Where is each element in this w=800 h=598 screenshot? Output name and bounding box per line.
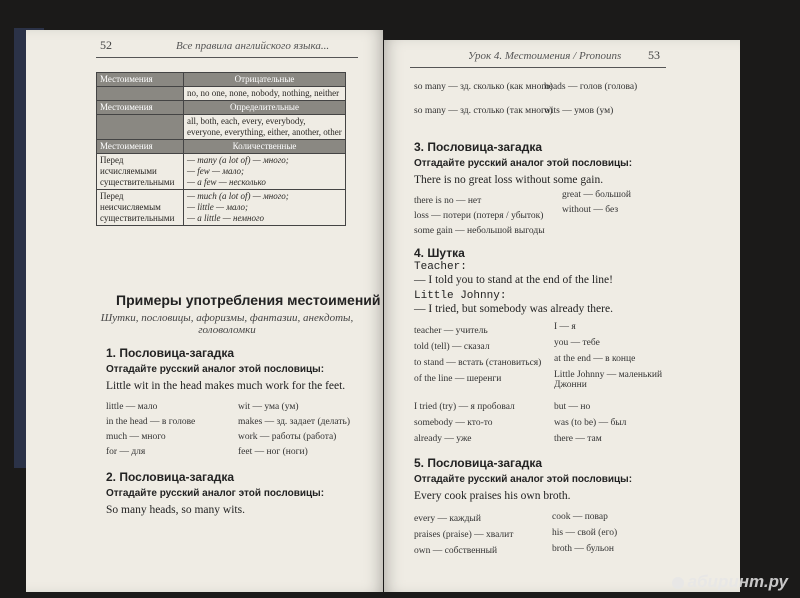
joke-title: 4. Шутка	[414, 246, 465, 260]
joke-teacher: Teacher:	[414, 261, 467, 273]
vocab-item: there is no — нет	[414, 196, 482, 206]
table-header: Отрицательные	[184, 73, 346, 87]
vocab-item: I — я	[554, 322, 576, 332]
vocab-item: was (to be) — был	[554, 418, 627, 428]
table-header: Определительные	[184, 101, 346, 115]
vocab-item: wit — ума (ум)	[238, 402, 299, 412]
table-cell: — much (a lot of) — много; — little — мало; — a little — немного	[184, 190, 346, 226]
vocab-item: broth — бульон	[552, 544, 615, 554]
proverb-5-sentence: Every cook praises his own broth.	[414, 490, 571, 502]
vocab-item: at the end — в конце	[554, 354, 636, 364]
proverb-5-instruction: Отгадайте русский аналог этой пословицы:	[414, 474, 633, 485]
left-page	[26, 30, 383, 592]
vocab-item: every — каждый	[414, 514, 481, 524]
vocab-item: of the line — шеренги	[414, 374, 502, 384]
proverb-3-title: 3. Пословица-загадка	[414, 140, 543, 154]
table-label: Местоимения	[97, 73, 184, 87]
vocab-item: praises (praise) — хвалит	[414, 530, 514, 540]
section-subtitle: Шутки, пословицы, афоризмы, фантазии, анекдоты, головоломки	[100, 312, 354, 336]
right-page	[384, 40, 740, 592]
right-running-head: Урок 4. Местоимения / Pronouns	[468, 50, 622, 62]
vocab-item: cook — повар	[552, 512, 608, 522]
watermark-logo-icon	[672, 577, 684, 589]
table-label: Местоимения	[97, 101, 184, 115]
right-header-rule	[410, 67, 666, 68]
left-page-number: 52	[100, 38, 112, 52]
proverb-1-title: 1. Пословица-загадка	[106, 346, 235, 360]
vocab-item: work — работы (работа)	[238, 432, 337, 442]
table-label-empty	[97, 87, 184, 101]
vocab-item: own — собственный	[414, 546, 498, 556]
proverb-2-title: 2. Пословица-загадка	[106, 470, 235, 484]
vocab-item: great — большой	[562, 190, 631, 200]
table-label: Местоимения	[97, 140, 184, 154]
proverb-1-instruction: Отгадайте русский аналог этой пословицы:	[106, 364, 325, 375]
vocab-item: I tried (try) — я пробовал	[414, 402, 515, 412]
joke-johnny: Little Johnny:	[414, 290, 507, 302]
proverb-2-sentence: So many heads, so many wits.	[106, 504, 245, 516]
vocab-item: some gain — небольшой выгоды	[414, 226, 545, 236]
left-header-rule	[96, 57, 358, 58]
table-header: Количественные	[184, 140, 346, 154]
vocab-item: so many — зд. столько (так много)	[414, 106, 553, 116]
pronoun-table	[96, 72, 346, 226]
vocab-item: teacher — учитель	[414, 326, 488, 336]
vocab-item: to stand — встать (становиться)	[414, 358, 542, 368]
proverb-2-instruction: Отгадайте русский аналог этой пословицы:	[106, 488, 325, 499]
proverb-5-title: 5. Пословица-загадка	[414, 456, 543, 470]
watermark: абиринт.ру	[672, 572, 788, 592]
left-running-head: Все правила английского языка...	[176, 40, 330, 52]
vocab-item: already — уже	[414, 434, 472, 444]
proverb-3-instruction: Отгадайте русский аналог этой пословицы:	[414, 158, 633, 169]
table-label-empty	[97, 115, 184, 140]
vocab-item: told (tell) — сказал	[414, 342, 490, 352]
joke-line-2: — I tried, but somebody was already there.	[414, 303, 613, 315]
vocab-item: wits — умов (ум)	[544, 106, 614, 116]
vocab-item: little — мало	[106, 402, 158, 412]
proverb-3-sentence: There is no great loss without some gain.	[414, 174, 604, 186]
joke-line-1: — I told you to stand at the end of the line!	[414, 274, 613, 286]
vocab-item: for — для	[106, 447, 146, 457]
vocab-item: so many — зд. сколько (как много)	[414, 82, 553, 92]
vocab-item: but — но	[554, 402, 591, 412]
table-label: Перед неисчисляемым существительными	[97, 190, 184, 226]
table-cell: all, both, each, every, everybody, everyone, everything, either, another, other	[184, 115, 346, 140]
vocab-item: much — много	[106, 432, 166, 442]
table-cell: no, no one, none, nobody, nothing, neither	[184, 87, 346, 101]
vocab-item: Little Johnny — маленький Джонни	[554, 370, 663, 390]
table-label: Перед исчисляемыми существительными	[97, 154, 184, 190]
vocab-item: feet — ног (ноги)	[238, 447, 308, 457]
vocab-item: somebody — кто-то	[414, 418, 493, 428]
vocab-item: in the head — в голове	[106, 417, 196, 427]
right-page-number: 53	[648, 48, 660, 62]
table-cell: — many (a lot of) — много; — few — мало; — a few — несколько	[184, 154, 346, 190]
vocab-item: there — там	[554, 434, 602, 444]
vocab-item: without — без	[562, 205, 619, 215]
vocab-item: heads — голов (голова)	[544, 82, 638, 92]
vocab-item: makes — зд. задает (делать)	[238, 417, 351, 427]
vocab-item: you — тебе	[554, 338, 600, 348]
vocab-item: his — свой (его)	[552, 528, 618, 538]
section-title: Примеры употребления местоимений	[116, 292, 381, 308]
vocab-item: loss — потери (потеря / убыток)	[414, 211, 544, 221]
proverb-1-sentence: Little wit in the head makes much work for the feet.	[106, 380, 346, 392]
